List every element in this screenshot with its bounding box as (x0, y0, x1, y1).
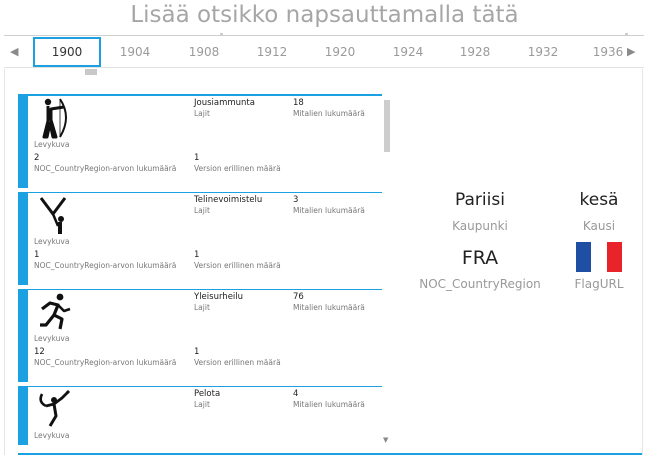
versions-value: 1 (194, 250, 200, 260)
versions-label: Version erillinen määrä (194, 164, 281, 173)
medals-label: Mitalien lukumäärä (293, 109, 365, 118)
medals-value: 18 (293, 98, 304, 108)
tile-accent-bar (18, 289, 28, 382)
tile-accent-bar (18, 192, 28, 285)
city-value: Pariisi (455, 190, 505, 210)
region-count-label: NOC_CountryRegion-arvon lukumäärä (34, 164, 177, 173)
tile-accent-bar (18, 386, 28, 445)
sport-label: Lajit (194, 206, 210, 215)
season-label: Kausi (582, 219, 616, 233)
year-1920[interactable]: 1920 (324, 45, 356, 59)
sport-label: Lajit (194, 303, 210, 312)
tile-item[interactable] (18, 192, 382, 285)
noc-value: FRA (461, 247, 499, 269)
tile-separator (28, 289, 382, 290)
slide-title[interactable]: Lisää otsikko napsauttamalla tätä (130, 2, 519, 28)
tile-item[interactable] (18, 289, 382, 382)
play-axis (0, 35, 649, 69)
tiles-container[interactable] (18, 95, 382, 445)
image-label: Levykuva (34, 431, 70, 440)
play-axis-prev-icon[interactable]: ◀ (10, 45, 19, 58)
flag-stripe-white (591, 242, 606, 272)
flag-stripe-red (607, 242, 622, 272)
tile-separator (28, 192, 382, 193)
city-label: Kaupunki (452, 219, 508, 233)
year-1924[interactable]: 1924 (392, 45, 424, 59)
versions-value: 1 (194, 153, 200, 163)
sport-value: Yleisurheilu (194, 292, 244, 302)
year-1904[interactable]: 1904 (119, 45, 151, 59)
frame-left-border (4, 69, 5, 455)
year-1932[interactable]: 1932 (527, 45, 559, 59)
region-count-label: NOC_CountryRegion-arvon lukumäärä (34, 261, 177, 270)
year-1900[interactable]: 1900 (33, 37, 101, 67)
sport-label: Lajit (194, 400, 210, 409)
region-count-value: 2 (34, 153, 40, 163)
region-count-value: 1 (34, 250, 40, 260)
season-value: kesä (579, 190, 619, 210)
resize-handle[interactable] (625, 33, 628, 36)
year-1936[interactable]: 1936 (592, 45, 624, 59)
tile-item[interactable] (18, 386, 382, 445)
tiles-scrollbar[interactable] (383, 96, 391, 448)
medals-value: 4 (293, 389, 299, 399)
year-1908[interactable]: 1908 (188, 45, 220, 59)
image-label: Levykuva (34, 237, 70, 246)
scrollbar-thumb[interactable] (384, 100, 390, 152)
tiles-bottom-line (18, 453, 642, 455)
region-count-value: 12 (34, 347, 45, 357)
medals-label: Mitalien lukumäärä (293, 400, 365, 409)
gymnastics-icon (38, 194, 72, 236)
sport-value: Jousiammunta (194, 98, 255, 108)
noc-label: NOC_CountryRegion (419, 277, 541, 291)
medals-label: Mitalien lukumäärä (293, 206, 365, 215)
athletics-icon (38, 291, 72, 333)
detail-card[interactable] (400, 170, 645, 330)
image-label: Levykuva (34, 334, 70, 343)
play-axis-handle[interactable] (85, 69, 97, 75)
pelota-icon (38, 388, 72, 430)
year-1912[interactable]: 1912 (256, 45, 288, 59)
versions-label: Version erillinen määrä (194, 261, 281, 270)
versions-value: 1 (194, 347, 200, 357)
scroll-down-icon[interactable]: ▼ (383, 436, 389, 444)
sport-value: Pelota (194, 389, 221, 399)
france-flag-icon (576, 242, 622, 272)
medals-value: 76 (293, 292, 304, 302)
flag-stripe-blue (576, 242, 591, 272)
resize-handle[interactable] (220, 33, 223, 36)
image-label: Levykuva (34, 140, 70, 149)
tile-separator (28, 386, 382, 387)
sport-label: Lajit (194, 109, 210, 118)
tile-item[interactable] (18, 95, 382, 188)
sport-value: Telinevoimistelu (194, 195, 263, 205)
medals-label: Mitalien lukumäärä (293, 303, 365, 312)
region-count-label: NOC_CountryRegion-arvon lukumäärä (34, 358, 177, 367)
play-axis-next-icon[interactable]: ▶ (627, 45, 636, 58)
archery-icon (38, 97, 72, 139)
tile-accent-bar (18, 95, 28, 188)
year-1928[interactable]: 1928 (459, 45, 491, 59)
flag-label: FlagURL (574, 277, 624, 291)
medals-value: 3 (293, 195, 299, 205)
versions-label: Version erillinen määrä (194, 358, 281, 367)
